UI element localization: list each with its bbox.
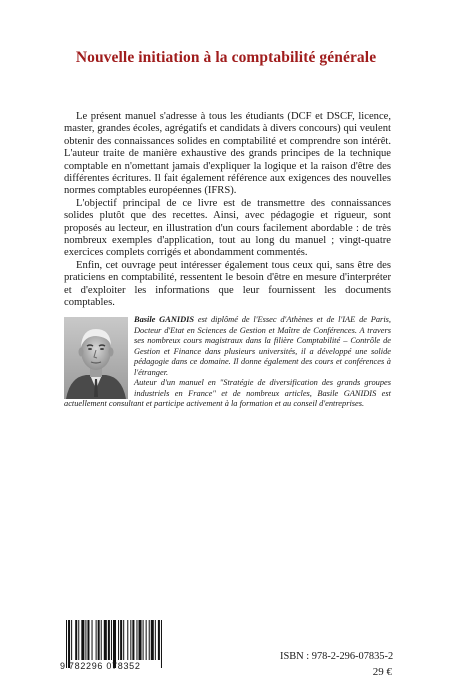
summary-paragraph-3: Enfin, cet ouvrage peut intéresser également tous ceux qui, sans être des praticiens en comptabilité, ressentent le besoin d'être en mesure d'interpréter et d'exploiter les informations que leur fournissent les documents comptables. [64, 259, 391, 309]
barcode-bar [158, 620, 160, 660]
barcode-bar [127, 620, 128, 660]
barcode-bar [146, 620, 147, 660]
barcode-bar [101, 620, 102, 660]
barcode-bar [85, 620, 86, 660]
book-title: Nouvelle initiation à la comptabilité générale [75, 49, 377, 66]
barcode-bar [98, 620, 100, 660]
isbn-number: ISBN : 978-2-296-07835-2 [280, 651, 394, 662]
summary-paragraph-1: Le présent manuel s'adresse à tous les étudiants (DCF et DSCF, licence, master, grandes écoles, agrégatifs et candidats à divers concours) qui veulent obtenir des connaissances solides en comptabilité et comprendre son intérêt. L'auteur traite de manière exhaustive des grands principes de la technique comptable en n'omettant jamais d'expliquer la logique et la raison d'être des différentes écritures. Il fait également référence aux exigences des nouvelles normes comptables européennes (IFRS). [64, 111, 391, 197]
summary-paragraph-2: L'objectif principal de ce livre est de transmettre des connaissances solides plutôt que des recettes. Ainsi, avec pédagogie et rigueur, sont proposés au lecteur, en illustration d'un cours facilement abordable : de très nombreux exemples d'application, tout au long du manuel ; vingt-quatre exercices complets corrigés et abondamment commentés. [64, 197, 391, 259]
barcode-bar [149, 620, 150, 660]
barcode-bar [143, 620, 144, 660]
price-label: 29 € [372, 666, 392, 678]
author-bio-text-1: est diplômé de l'Essec d'Athènes et de l'IAE de Paris, Docteur d'Etat en Sciences de Gestion et Maître de Conférences. A travers ses nombreux cours magistraux dans la filière Comptabilité – Contrôle de Gestion et Finance dans plusieurs universités, il a développé une solide pédagogie dans ce domaine. Il donne également des cours et conférences à l'étranger. [134, 315, 391, 377]
barcode-bar [108, 620, 110, 660]
barcode-digits: 9 782296 078352 [60, 661, 141, 671]
barcode-bar [120, 620, 122, 660]
barcode-bar [132, 620, 134, 660]
barcode-bar [92, 620, 93, 660]
author-biography [64, 315, 391, 410]
barcode-bar [138, 620, 141, 660]
barcode-bar [87, 620, 89, 660]
back-cover-summary [64, 111, 391, 310]
author-name: Basile GANIDIS [134, 315, 195, 324]
author-bio-paragraph-2: Auteur d'un manuel en "Stratégie de diversification des grands groupes industriels en France" et de nombreux articles, Basile GANIDIS est actuellement consultant et participe activement à la formation et au conseil d'entreprises. [64, 378, 391, 408]
barcode-bar [75, 620, 77, 660]
barcode-bar [78, 620, 79, 660]
barcode-bar [130, 620, 131, 660]
barcode-bar [136, 620, 137, 660]
barcode-bar [118, 620, 119, 660]
barcode-bar [96, 620, 97, 660]
barcode-bar [151, 620, 154, 660]
barcode-bar [81, 620, 84, 660]
barcode-bar [111, 620, 112, 660]
barcode-bar [155, 620, 156, 660]
barcode-bar [123, 620, 124, 660]
barcode-bar [104, 620, 107, 660]
barcode-bar [71, 620, 72, 660]
